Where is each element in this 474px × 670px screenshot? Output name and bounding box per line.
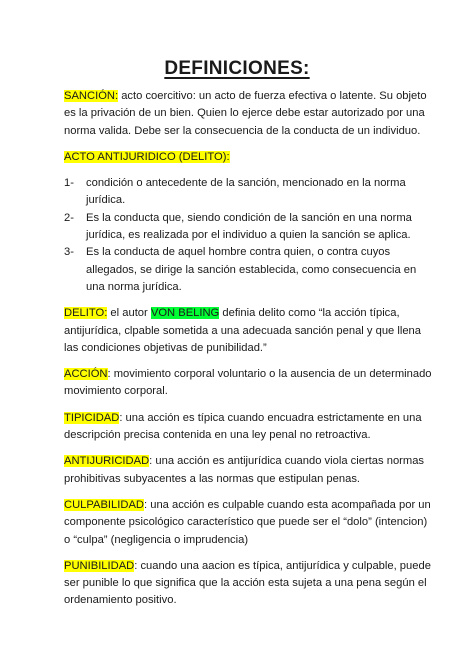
acto-antijuridico-list [64, 175, 434, 296]
heading-acto-antijuridico: ACTO ANTIJURIDICO (DELITO): [64, 150, 230, 163]
term-culpabilidad: CULPABILIDAD [64, 498, 144, 511]
list-item: 2- Es la conducta que, siendo condición de la sanción en una norma jurídica, es realizada por el individuo a quien la sanción se aplica. [64, 211, 412, 242]
term-tipicidad: TIPICIDAD [64, 411, 120, 424]
list-item: 3- Es la conducta de aquel hombre contra quien, o contra cuyos allegados, se dirige la sanción establecida, como consecuencia en una norma jurídica. [64, 246, 417, 293]
definition-accion: ACCIÓN: movimiento corporal voluntario o la ausencia de un determinado movimiento corporal. [64, 368, 432, 398]
definition-antijuricidad: ANTIJURICIDAD: una acción es antijurídica cuando viola ciertas normas prohibitivas subyacentes a las normas que estipulan penas. [64, 455, 425, 485]
term-punibilidad: PUNIBILIDAD [64, 559, 135, 572]
list-item: 1- condición o antecedente de la sanción, mencionado en la norma jurídica. [64, 177, 406, 207]
term-accion: ACCIÓN [64, 368, 108, 381]
term-delito: DELITO: [64, 307, 108, 320]
document-body [64, 88, 434, 619]
definition-delito: DELITO: el autor VON BELING definia delito como “la acción típica, antijurídica, clpable sometida a una adecuada sanción penal y que llena las condiciones objetivas de punibilidad.” [64, 307, 422, 354]
page-title: DEFINICIONES: [164, 58, 310, 79]
term-sancion: SANCIÓN: [64, 90, 119, 102]
definition-sancion: SANCIÓN: acto coercitivo: un acto de fuerza efectiva o latente. Su objeto es la privación de un bien. Quien lo ejerce debe estar autorizado por una norma valida. Debe ser la consecuencia de la conducta de un individuo. [64, 90, 427, 137]
author-name: VON BELING [150, 307, 220, 320]
definition-tipicidad: TIPICIDAD: una acción es típica cuando encuadra estrictamente en una descripción precisa contenida en una ley penal no retroactiva. [64, 411, 422, 442]
definition-culpabilidad: CULPABILIDAD: una acción es culpable cuando esta acompañada por un componente psicológico característico que puede ser el “dolo” (intencion) o “culpa” (negligencia o imprudencia) [64, 498, 431, 546]
term-antijuricidad: ANTIJURICIDAD [64, 455, 150, 468]
definition-punibilidad: PUNIBILIDAD: cuando una aacion es típica, antijurídica y culpable, puede ser punible lo que significa que la acción esta sujeta a una pena según el ordenamiento positivo. [64, 559, 431, 607]
